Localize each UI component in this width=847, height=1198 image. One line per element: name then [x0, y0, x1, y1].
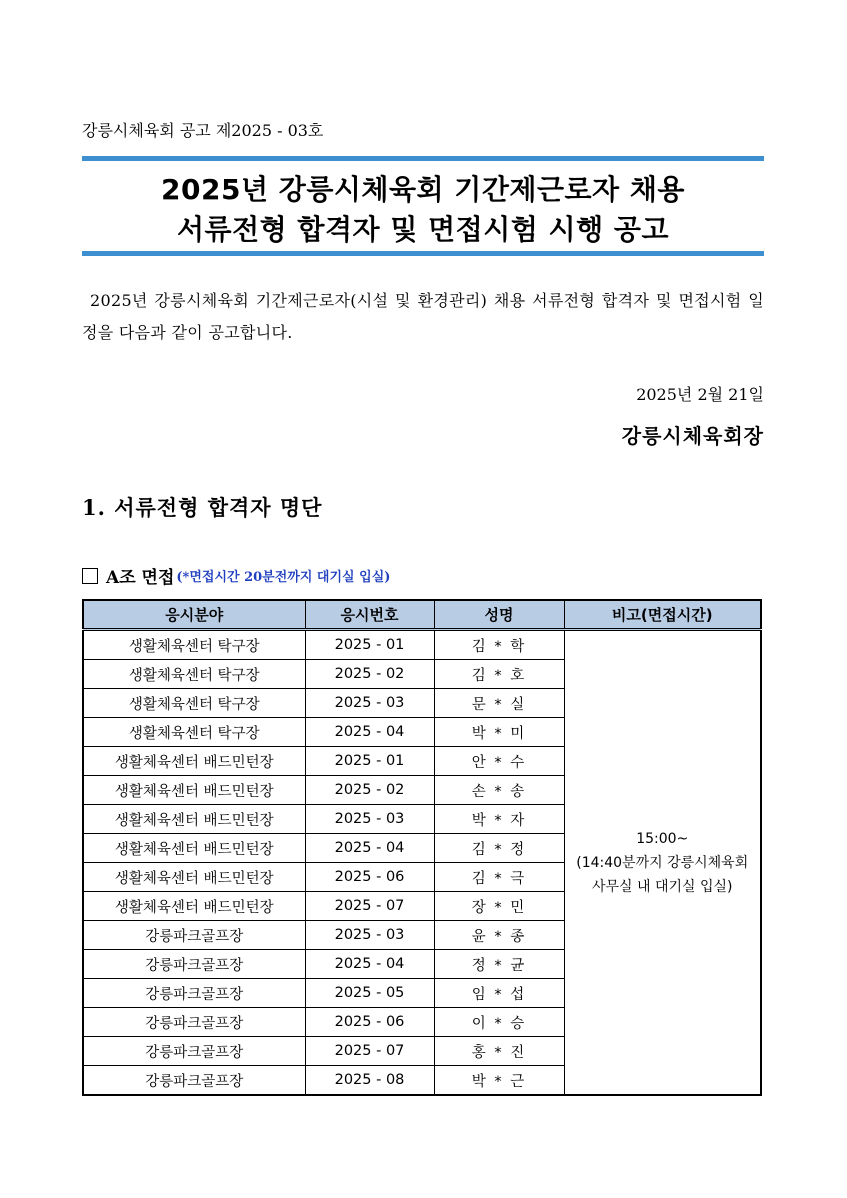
candidate-table — [82, 599, 762, 1096]
cell-number: 2025 - 07 — [305, 892, 434, 921]
document-title — [82, 156, 764, 256]
cell-name: 손 * 송 — [434, 776, 564, 805]
section-heading: 1. 서류전형 합격자 명단 — [82, 495, 323, 520]
cell-name: 박 * 근 — [434, 1066, 564, 1096]
group-heading — [82, 563, 390, 588]
cell-field: 생활체육센터 탁구장 — [83, 660, 305, 689]
cell-field: 생활체육센터 배드민턴장 — [83, 747, 305, 776]
cell-name: 김 * 호 — [434, 660, 564, 689]
title-rule-top — [82, 156, 764, 161]
column-header-field: 응시분야 — [83, 600, 305, 630]
cell-name: 정 * 균 — [434, 950, 564, 979]
cell-field: 생활체육센터 배드민턴장 — [83, 834, 305, 863]
title-line-2: 서류전형 합격자 및 면접시험 시행 공고 — [176, 213, 669, 246]
signer: 강릉시체육회장 — [621, 424, 764, 448]
cell-field: 강릉파크골프장 — [83, 979, 305, 1008]
cell-name: 장 * 민 — [434, 892, 564, 921]
cell-field: 생활체육센터 탁구장 — [83, 718, 305, 747]
cell-number: 2025 - 04 — [305, 950, 434, 979]
cell-field: 생활체육센터 배드민턴장 — [83, 863, 305, 892]
cell-field: 생활체육센터 탁구장 — [83, 630, 305, 660]
title-line-1: 2025년 강릉시체육회 기간제근로자 채용 — [161, 173, 685, 206]
group-note: (*면접시간 20분전까지 대기실 입실) — [176, 570, 391, 585]
cell-number: 2025 - 01 — [305, 747, 434, 776]
cell-field: 강릉파크골프장 — [83, 1008, 305, 1037]
cell-name: 김 * 학 — [434, 630, 564, 660]
cell-name: 임 * 섭 — [434, 979, 564, 1008]
cell-number: 2025 - 07 — [305, 1037, 434, 1066]
cell-name: 안 * 수 — [434, 747, 564, 776]
cell-field: 생활체육센터 배드민턴장 — [83, 776, 305, 805]
intro-paragraph: 2025년 강릉시체육회 기간제근로자(시설 및 환경관리) 채용 서류전형 합격자 및 면접시험 일정을 다음과 같이 공고합니다. — [82, 291, 764, 342]
remark-line1: 15:00~ — [636, 830, 689, 847]
table-header-row — [83, 600, 761, 630]
cell-number: 2025 - 05 — [305, 979, 434, 1008]
cell-number: 2025 - 01 — [305, 630, 434, 660]
cell-number: 2025 - 06 — [305, 863, 434, 892]
cell-field: 강릉파크골프장 — [83, 950, 305, 979]
column-header-number: 응시번호 — [305, 600, 434, 630]
cell-name: 김 * 정 — [434, 834, 564, 863]
table-body — [83, 630, 761, 1096]
notice-date: 2025년 2월 21일 — [636, 385, 764, 404]
cell-field: 강릉파크골프장 — [83, 1037, 305, 1066]
title-rule-bottom — [82, 251, 764, 256]
notice-number: 강릉시체육회 공고 제2025 - 03호 — [82, 121, 324, 140]
cell-field: 생활체육센터 배드민턴장 — [83, 805, 305, 834]
cell-remark — [564, 630, 761, 1096]
cell-field: 강릉파크골프장 — [83, 1066, 305, 1096]
cell-name: 문 * 실 — [434, 689, 564, 718]
cell-number: 2025 - 03 — [305, 921, 434, 950]
cell-name: 홍 * 진 — [434, 1037, 564, 1066]
remark-line3: 사무실 내 대기실 입실) — [591, 878, 733, 895]
cell-number: 2025 - 04 — [305, 834, 434, 863]
cell-number: 2025 - 08 — [305, 1066, 434, 1096]
cell-field: 생활체육센터 배드민턴장 — [83, 892, 305, 921]
cell-name: 박 * 자 — [434, 805, 564, 834]
cell-number: 2025 - 06 — [305, 1008, 434, 1037]
column-header-remark: 비고(면접시간) — [564, 600, 761, 630]
column-header-name: 성명 — [434, 600, 564, 630]
remark-line2: (14:40분까지 강릉시체육회 — [576, 854, 749, 871]
cell-name: 박 * 미 — [434, 718, 564, 747]
cell-name: 김 * 극 — [434, 863, 564, 892]
cell-name: 이 * 승 — [434, 1008, 564, 1037]
checkbox-icon — [82, 568, 98, 584]
cell-number: 2025 - 04 — [305, 718, 434, 747]
cell-number: 2025 - 02 — [305, 660, 434, 689]
cell-number: 2025 - 03 — [305, 689, 434, 718]
table-row — [83, 630, 761, 660]
cell-name: 윤 * 종 — [434, 921, 564, 950]
group-label: A조 면접 — [106, 568, 175, 588]
cell-field: 생활체육센터 탁구장 — [83, 689, 305, 718]
cell-number: 2025 - 02 — [305, 776, 434, 805]
cell-field: 강릉파크골프장 — [83, 921, 305, 950]
cell-number: 2025 - 03 — [305, 805, 434, 834]
